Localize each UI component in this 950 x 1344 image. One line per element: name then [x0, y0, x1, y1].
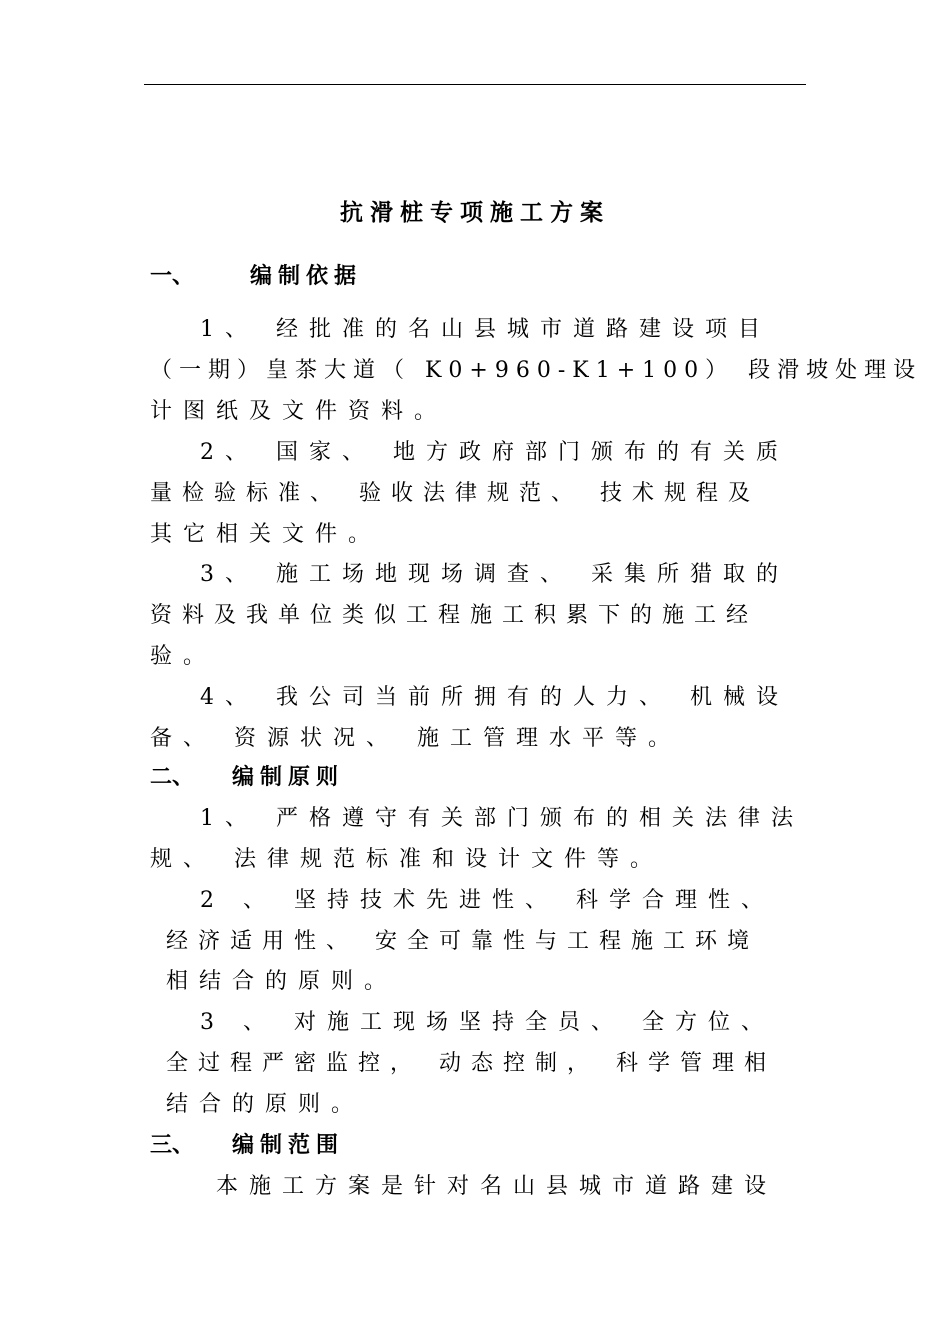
section-3-number: 三、 — [150, 1133, 195, 1158]
section-1-heading: 编制依据 — [250, 264, 363, 289]
body-line: 全过程严密监控， 动态控制， 科学管理相 — [166, 1051, 776, 1076]
body-line: 验。 — [150, 644, 217, 669]
section-3-heading: 编制范围 — [232, 1133, 345, 1158]
body-line: 本施工方案是针对名山县城市道路建设 — [216, 1174, 778, 1199]
section-1-number: 一、 — [150, 264, 195, 289]
body-line: 经济适用性、 安全可靠性与工程施工环境 — [166, 929, 759, 954]
body-line: 备、 资源状况、 施工管理水平等。 — [150, 726, 681, 751]
document-title: 抗滑桩专项施工方案 — [340, 200, 610, 226]
body-line: 4、 我公司当前所拥有的人力、 机械设 — [200, 685, 789, 710]
body-line: （一期）皇茶大道（ K0+960-K1+100） 段滑坡处理设 — [150, 358, 923, 383]
body-line: 量检验标准、 验收法律规范、 技术规程及 — [150, 481, 760, 506]
header-rule — [144, 84, 806, 85]
body-line: 规、 法律规范标准和设计文件等。 — [150, 847, 663, 872]
body-line: 3 、 对施工现场坚持全员、 全方位、 — [200, 1010, 774, 1035]
body-line: 结合的原则。 — [166, 1092, 365, 1117]
body-line: 计图纸及文件资料。 — [150, 399, 448, 424]
body-line: 3、 施工场地现场调查、 采集所猎取的 — [200, 562, 789, 587]
body-line: 资料及我单位类似工程施工积累下的施工经 — [150, 603, 759, 628]
body-line: 其它相关文件。 — [150, 522, 382, 547]
body-line: 2、 国家、 地方政府部门颁布的有关质 — [200, 440, 789, 465]
body-line: 1、 严格遵守有关部门颁布的相关法律法 — [200, 806, 804, 831]
body-line: 1、 经批准的名山县城市道路建设项目 — [200, 317, 771, 342]
body-line: 相结合的原则。 — [166, 969, 398, 994]
section-2-number: 二、 — [150, 765, 195, 790]
section-2-heading: 编制原则 — [232, 765, 345, 790]
body-line: 2 、 坚持技术先进性、 科学合理性、 — [200, 888, 774, 913]
